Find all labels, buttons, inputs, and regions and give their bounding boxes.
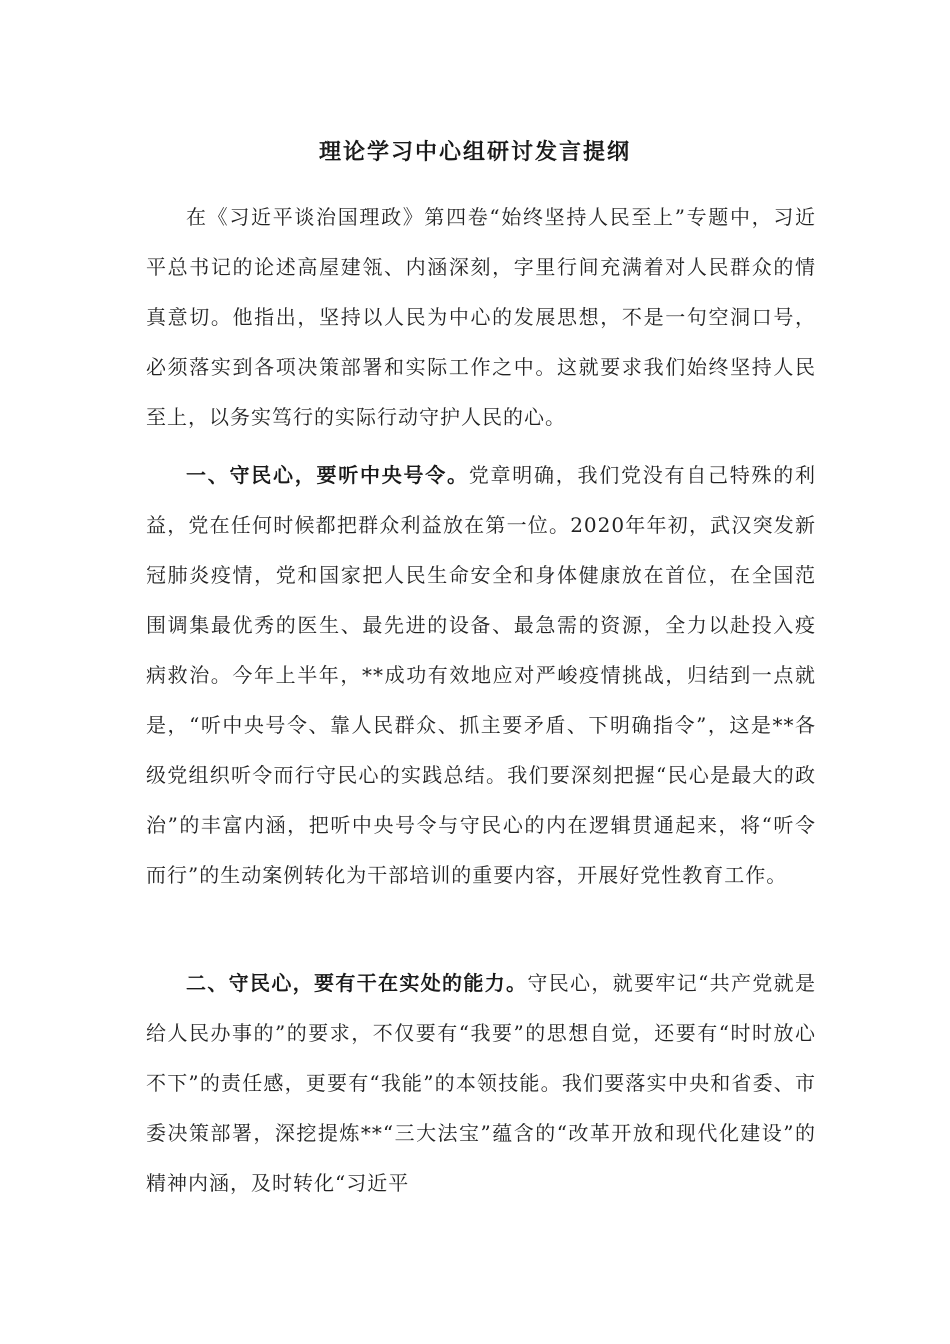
- document-title: 理论学习中心组研讨发言提纲: [318, 139, 631, 165]
- paragraph-section-1: [146, 450, 816, 900]
- section-heading: 一、守民心，要听中央号令。: [186, 463, 469, 487]
- paragraph-intro: [146, 192, 816, 442]
- paragraph-section-2: [146, 958, 816, 1208]
- paragraph-text: 党章明确，我们党没有自己特殊的利益，党在任何时候都把群众利益放在第一位。2020年年初，武汉突发新冠肺炎疫情，党和国家把人民生命安全和身体健康放在首位，在全国范围调集最优秀的医生、最先进的设备、最急需的资源，全力以赴投入疫病救治。今年上半年，**成功有效地应对严峻疫情挑战，归结到一点就是，“听中央号令、靠人民群众、抓主要矛盾、下明确指令”，这是**各级党组织听令而行守民心的实践总结。我们要深刻把握“民心是最大的政治”的丰富内涵，把听中央号令与守民心的内在逻辑贯通起来，将“听令而行”的生动案例转化为干部培训的重要内容，开展好党性教育工作。: [146, 463, 816, 887]
- section-heading: 二、守民心，要有干在实处的能力。: [186, 971, 528, 995]
- paragraph-text: 在《习近平谈治国理政》第四卷“始终坚持人民至上”专题中，习近平总书记的论述高屋建瓴、内涵深刻，字里行间充满着对人民群众的情真意切。他指出，坚持以人民为中心的发展思想，不是一句空洞口号，必须落实到各项决策部署和实际工作之中。这就要求我们始终坚持人民至上，以务实笃行的实际行动守护人民的心。: [146, 205, 816, 429]
- paragraph-text: 守民心，就要牢记“共产党就是给人民办事的”的要求，不仅要有“我要”的思想自觉，还要有“时时放心不下”的责任感，更要有“我能”的本领技能。我们要落实中央和省委、市委决策部署，深挖提炼**“三大法宝”蕴含的“改革开放和现代化建设”的精神内涵，及时转化“习近平: [146, 971, 816, 1195]
